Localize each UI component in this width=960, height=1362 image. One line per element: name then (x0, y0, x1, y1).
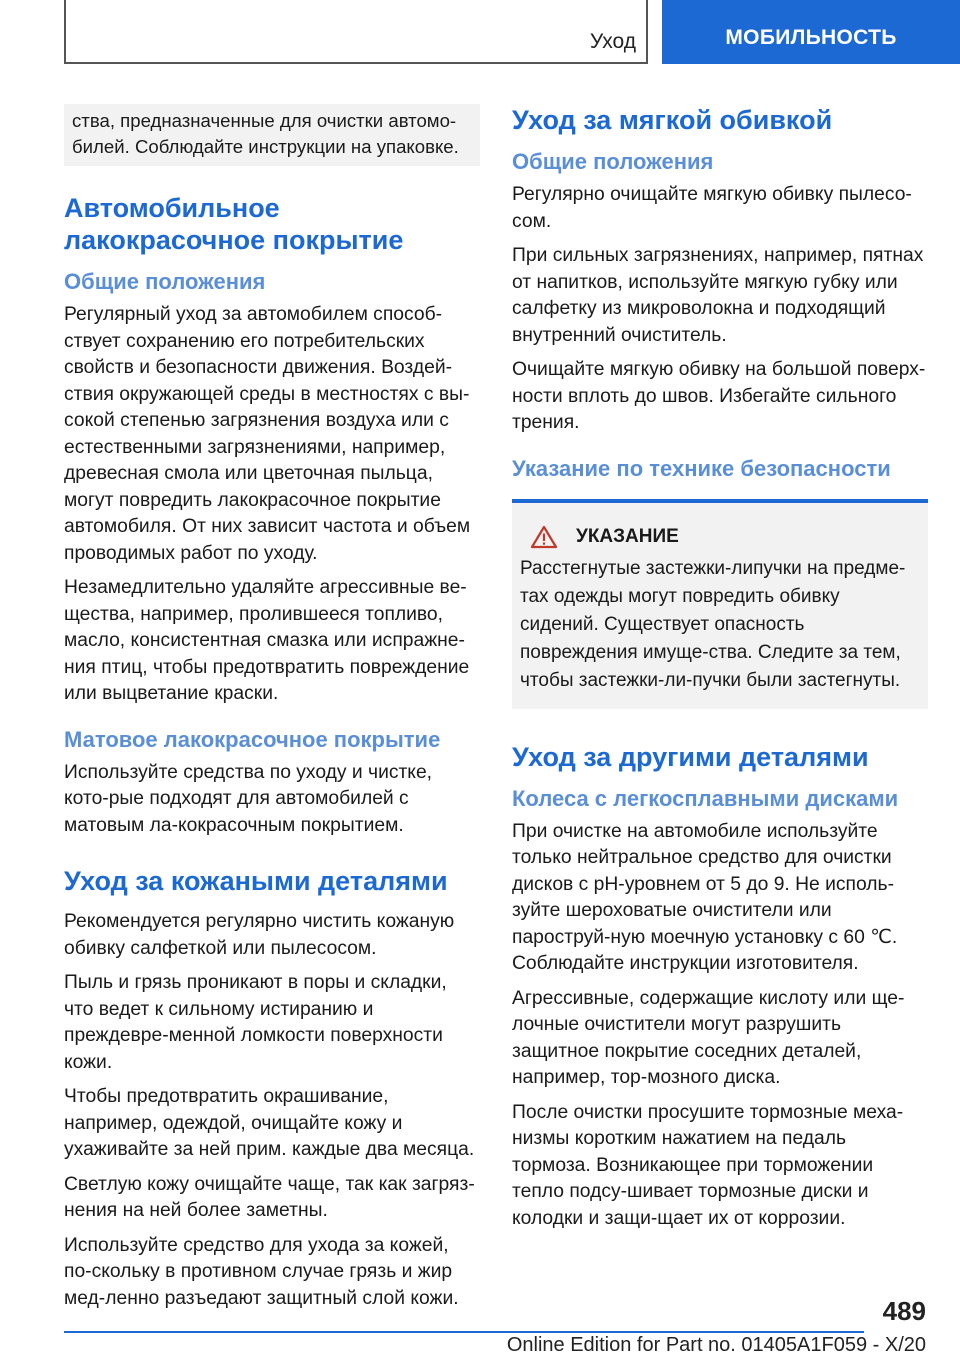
paragraph: Незамедлительно удаляйте агрессивные ве-щества, например, пролившееся топливо, масло, консистентная смазка или испражне-ния птиц, чтобы предотвратить повреждение или выцветание краски. (64, 577, 470, 704)
paragraph: Используйте средство для ухода за кожей, по-скольку в противном случае грязь и жир мед-ленно разъедают защитный слой кожи. (64, 1234, 459, 1309)
continued-text-box (64, 104, 480, 166)
paragraph: Светлую кожу очищайте чаще, так как загряз-нения на ней более заметны. (64, 1173, 475, 1221)
paragraph: Агрессивные, содержащие кислоту или ще-лочные очистители могут разрушить защитное покрытие соседних деталей, например, тор-мозного диска. (512, 987, 905, 1088)
right-column (512, 104, 928, 1240)
paragraph: Очищайте мягкую обивку на большой поверх-ности вплоть до швов. Избегайте сильного трения. (512, 359, 926, 433)
subheading-matte: Матовое лакокрасочное покрытие (64, 726, 441, 752)
subheading-paint-general: Общие положения (64, 269, 266, 294)
header-frame (64, 0, 648, 64)
heading-other-parts: Уход за другими деталями (512, 741, 869, 772)
paragraph: Рекомендуется регулярно чистить кожаную обивку салфеткой или пылесосом. (64, 911, 455, 959)
header-chapter-tab[interactable]: МОБИЛЬНОСТЬ (662, 0, 960, 64)
continued-text: ства, предназначенные для очистки автомо-билей. Соблюдайте инструкции на упаковке. (72, 110, 459, 157)
heading-soft-upholstery: Уход за мягкой обивкой (512, 105, 833, 135)
header-section-title: Уход (589, 30, 636, 53)
subheading-safety: Указание по технике безопасности (512, 455, 891, 481)
left-column (64, 104, 480, 1320)
notice-title: УКАЗАНИЕ (576, 525, 679, 547)
page-number: 489 (882, 1296, 926, 1326)
subheading-soft-general: Общие положения (512, 149, 714, 174)
paragraph: Регулярный уход за автомобилем способ-ствует сохранению его потребительских свойств и безопасности движения. Воздей-ствия окружающей среды в местностях с вы-сокой степенью загрязнения воздуха или с естественными загрязнениями, например, древесная смола или цветочная пыльца, могут повредить лакокрасочное покрытие автомобиля. От них зависит частота и объем проводимых работ по уходу. (64, 304, 471, 564)
paragraph: После очистки просушите тормозные меха-низмы коротким нажатием на педаль тормоза. Возникающее при торможении тепло подсу-шивает тормозные диски и колодки и защи-щает их от коррозии. (512, 1101, 904, 1229)
paragraph: Регулярно очищайте мягкую обивку пылесо-сом. (512, 184, 912, 232)
subheading-alloy-wheels: Колеса с легкосплавными дисками (512, 785, 899, 811)
paragraph: Чтобы предотвратить окрашивание, например, одеждой, очищайте кожу и ухаживайте за ней прим. каждые два месяца. (64, 1086, 475, 1160)
footer-divider (64, 1331, 864, 1333)
warning-triangle-icon (530, 525, 558, 549)
notice-header (520, 525, 920, 549)
footer-edition: Online Edition for Part no. 01405A1F059 - X/20 (506, 1334, 926, 1356)
notice-box (512, 499, 928, 709)
heading-leather: Уход за кожаными деталями (64, 866, 448, 896)
paragraph: Пыль и грязь проникают в поры и складки, что ведет к сильному истиранию и преждевре-менной ломкости поверхности кожи. (64, 972, 447, 1073)
notice-text: Расстегнутые застежки-липучки на предме-тах одежды могут повредить обивку сидений. Существует опасность повреждения имуще-ства. Следите за тем, чтобы застежки-ли-пучки были застегнуты. (520, 557, 906, 691)
paragraph: При сильных загрязнениях, например, пятнах от напитков, используйте мягкую губку или салфетку из микроволокна и подходящий внутренний очиститель. (512, 245, 924, 346)
heading-paint: Автомобильное лакокрасочное покрытие (64, 193, 404, 255)
paragraph: При очистке на автомобиле используйте только нейтральное средство для очистки дисков с pH-уровнем от 5 до 9. Не исполь-зуйте шероховатые очистители или пароструй-ную моечную установку с 60 ℃. Соблюдайте инструкции изготовителя. (512, 820, 898, 974)
paragraph: Используйте средства по уходу и чистке, кото-рые подходят для автомобилей с матовым ла-кокрасочным покрытием. (64, 761, 433, 836)
